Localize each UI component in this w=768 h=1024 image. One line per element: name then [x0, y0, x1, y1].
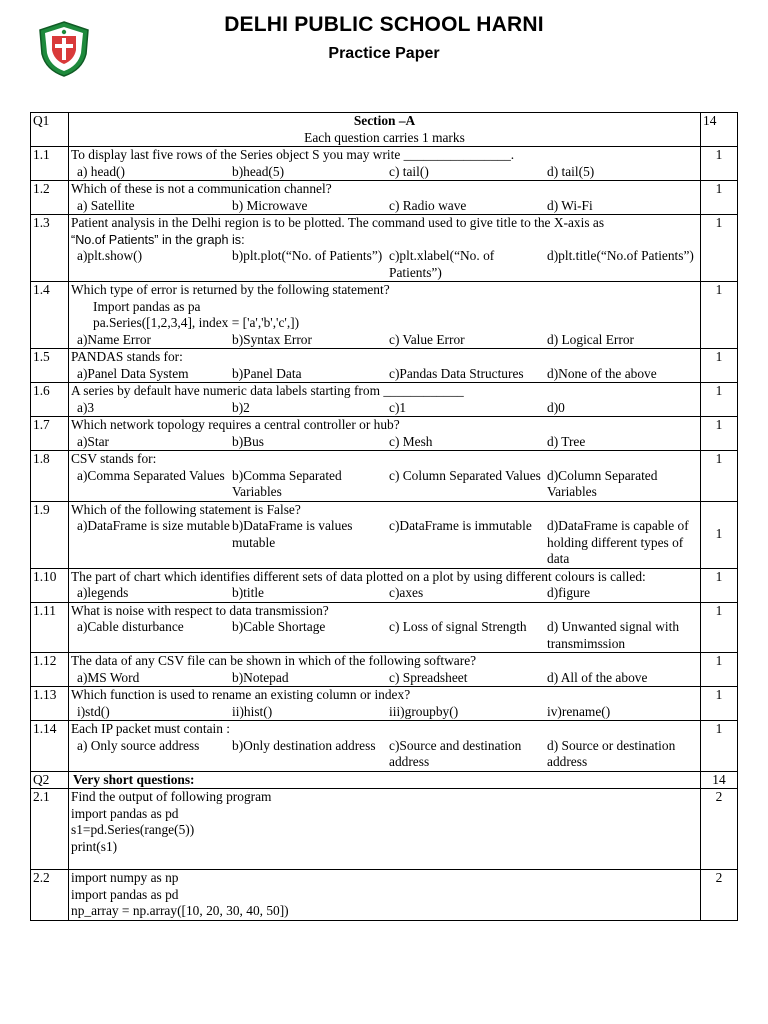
question-marks: 1 [701, 147, 738, 181]
question-number: 1.4 [31, 282, 69, 349]
options-row [71, 468, 698, 501]
question-cell [69, 653, 701, 687]
question-row [31, 383, 738, 417]
question-text-main: The part of chart which identifies different sets of data plotted on a plot by using different colours is called: [71, 568, 646, 584]
question-text-main: Which of these is not a communication channel? [71, 181, 332, 196]
question-text [71, 417, 698, 434]
question-row [31, 181, 738, 215]
option-d: d) Wi-Fi [547, 197, 593, 213]
option-b: b)head(5) [232, 163, 285, 179]
options-row [71, 400, 698, 417]
options-row [71, 670, 698, 687]
question-marks: 1 [701, 721, 738, 772]
options-row [71, 198, 698, 215]
question-row [31, 501, 738, 568]
section-number: Q2 [31, 771, 69, 789]
section-number: Q1 [31, 113, 69, 147]
question-number: 1.3 [31, 215, 69, 282]
option-b: b)Comma Separated Variables [232, 467, 342, 499]
question-text [71, 502, 698, 519]
option-c: c)1 [389, 399, 407, 415]
question-text-main: Which network topology requires a central controller or hub? [71, 417, 400, 432]
question-row [31, 653, 738, 687]
question-cell [69, 568, 701, 602]
section-marks: 14 [701, 771, 738, 789]
question-number: 1.13 [31, 687, 69, 721]
question-marks: 1 [701, 282, 738, 349]
question-cell [69, 181, 701, 215]
question-text-main: Which type of error is returned by the following statement? [71, 282, 390, 297]
question-marks: 1 [701, 417, 738, 451]
question-number: 1.10 [31, 568, 69, 602]
section-a-header-row [31, 113, 738, 147]
question-marks: 1 [701, 349, 738, 383]
question-row [31, 282, 738, 349]
option-d: d) Logical Error [547, 331, 634, 347]
option-a: a)3 [77, 399, 95, 415]
option-b: b)Only destination address [232, 737, 376, 753]
option-c: c)Source and destination address [389, 737, 522, 769]
question-number: 1.5 [31, 349, 69, 383]
option-c: c) Column Separated Values [389, 467, 541, 483]
question-number: 1.1 [31, 147, 69, 181]
question-marks: 1 [701, 653, 738, 687]
question-text [71, 349, 698, 366]
option-b: b)Bus [232, 433, 264, 449]
options-row [71, 332, 698, 349]
question-text [71, 215, 698, 232]
option-b: b)Cable Shortage [232, 619, 326, 634]
option-a: a)Cable disturbance [77, 619, 184, 634]
option-d: d) tail(5) [547, 163, 595, 179]
code-line: print(s1) [71, 838, 118, 854]
options-row [71, 366, 698, 383]
option-a: a)plt.show() [77, 248, 143, 263]
code-line: np_array = np.array([10, 20, 30, 40, 50]) [71, 903, 289, 918]
question-marks: 1 [701, 687, 738, 721]
answer-blank: ________________. [403, 147, 515, 162]
question-marks: 2 [701, 870, 738, 921]
question-cell [69, 383, 701, 417]
question-marks: 1 [701, 181, 738, 215]
question-cell [69, 215, 701, 282]
option-c: c)Pandas Data Structures [389, 365, 524, 381]
question-marks: 1 [701, 568, 738, 602]
question-cell [69, 282, 701, 349]
question-row [31, 789, 738, 870]
question-cell [69, 147, 701, 181]
question-number: 1.9 [31, 501, 69, 568]
option-d: iv)rename() [547, 703, 611, 719]
question-text [71, 653, 698, 670]
question-text-continued: “No.of Patients” in the graph is: [71, 232, 245, 247]
question-row [31, 568, 738, 602]
question-number: 1.12 [31, 653, 69, 687]
code-line: import numpy as np [71, 870, 179, 885]
question-cell [69, 417, 701, 451]
option-c: iii)groupby() [389, 703, 459, 719]
option-d: d)plt.title(“No.of Patients”) [547, 248, 694, 263]
code-line: s1=pd.Series(range(5)) [71, 822, 195, 837]
question-row [31, 417, 738, 451]
option-a: i)std() [77, 703, 110, 719]
section-b-header-row [31, 771, 738, 789]
option-c: c) Loss of signal Strength [389, 619, 527, 634]
question-number: 1.8 [31, 451, 69, 502]
option-b: b)Syntax Error [232, 331, 312, 347]
options-row [71, 585, 698, 602]
question-text [71, 569, 698, 586]
option-c: c) Value Error [389, 331, 465, 347]
section-title: Section –A [353, 113, 416, 128]
option-c: c)axes [389, 585, 424, 600]
option-d: d) Unwanted signal with transmimssion [547, 619, 680, 651]
question-row [31, 147, 738, 181]
question-text [71, 282, 698, 299]
question-text [71, 603, 698, 620]
code-line: Find the output of following program [71, 789, 272, 804]
question-text-main: What is noise with respect to data transmission? [71, 602, 329, 618]
question-text [71, 687, 698, 704]
option-d: d)figure [547, 585, 591, 600]
option-a: a)Name Error [77, 331, 151, 347]
question-text-main: To display last five rows of the Series object S you may write [71, 147, 401, 162]
question-cell [69, 721, 701, 772]
question-row [31, 870, 738, 921]
option-a: a)Star [77, 433, 109, 449]
options-row [71, 619, 698, 652]
options-row [71, 704, 698, 721]
question-marks: 1 [701, 451, 738, 502]
question-text-main: Which function is used to rename an existing column or index? [71, 687, 411, 702]
options-row [71, 164, 698, 181]
question-number: 1.7 [31, 417, 69, 451]
question-row [31, 215, 738, 282]
option-d: d) All of the above [547, 669, 648, 685]
option-b: b) Microwave [232, 197, 308, 213]
question-number: 1.11 [31, 602, 69, 653]
option-b: b)plt.plot(“No. of Patients”) [232, 248, 383, 263]
option-a: a)legends [77, 585, 129, 600]
question-marks: 1 [701, 501, 738, 568]
option-d: d)None of the above [547, 365, 657, 381]
code-line: Import pandas as pa [93, 298, 201, 314]
option-b: b)2 [232, 399, 250, 415]
option-d: d)0 [547, 399, 565, 415]
question-text [71, 383, 698, 400]
answer-blank: ____________ [383, 383, 464, 398]
question-cell [69, 870, 701, 921]
option-a: a) Only source address [77, 737, 200, 753]
question-text [71, 451, 698, 468]
code-line: import pandas as pd [71, 805, 179, 821]
option-a: a) head() [77, 163, 125, 179]
question-row [31, 687, 738, 721]
question-table [30, 112, 738, 921]
option-b: b)title [232, 585, 264, 600]
question-text [71, 147, 698, 164]
option-c: c) Radio wave [389, 197, 467, 213]
question-number: 2.1 [31, 789, 69, 870]
question-row [31, 721, 738, 772]
question-cell [69, 451, 701, 502]
options-row [71, 738, 698, 771]
question-cell [69, 501, 701, 568]
question-marks: 1 [701, 215, 738, 282]
option-c: c) Mesh [389, 433, 433, 449]
school-name: DELHI PUBLIC SCHOOL HARNI [224, 13, 544, 36]
question-text-main: CSV stands for: [71, 451, 157, 466]
section-b-title: Very short questions: [69, 771, 701, 789]
option-a: a)Panel Data System [77, 365, 189, 381]
option-b: ii)hist() [232, 703, 273, 719]
question-number: 1.6 [31, 383, 69, 417]
question-number: 2.2 [31, 870, 69, 921]
code-line: pa.Series([1,2,3,4], index = ['a','b','c',]) [93, 315, 300, 330]
question-text-main: Patient analysis in the Delhi region is to be plotted. The command used to give title to the X-axis as [71, 215, 605, 230]
option-c: c) Spreadsheet [389, 669, 468, 685]
option-d: d) Tree [547, 433, 586, 449]
question-number: 1.14 [31, 721, 69, 772]
option-a: a) Satellite [77, 197, 135, 213]
question-text-main: The data of any CSV file can be shown in which of the following software? [71, 653, 477, 668]
section-subtitle: Each question carries 1 marks [304, 129, 465, 145]
question-marks: 1 [701, 383, 738, 417]
question-row [31, 349, 738, 383]
question-text-main: A series by default have numeric data labels starting from [71, 383, 380, 398]
option-b: b)Notepad [232, 669, 289, 685]
option-c: c)plt.xlabel(“No. of Patients”) [389, 248, 495, 280]
question-cell [69, 349, 701, 383]
question-text [71, 721, 698, 738]
question-marks: 2 [701, 789, 738, 870]
question-number: 1.2 [31, 181, 69, 215]
question-marks: 1 [701, 602, 738, 653]
option-a: a)DataFrame is size mutable [77, 518, 230, 533]
section-marks: 14 [701, 113, 738, 147]
options-row [71, 248, 698, 281]
question-cell [69, 687, 701, 721]
code-line: import pandas as pd [71, 886, 179, 902]
option-d: d)Column Separated Variables [547, 467, 658, 499]
question-text-main: Which of the following statement is False? [71, 501, 301, 517]
options-row [71, 434, 698, 451]
option-b: b)Panel Data [232, 365, 302, 381]
option-c: c)DataFrame is immutable [389, 518, 532, 533]
question-cell [69, 789, 701, 870]
option-d: d) Source or destination address [547, 737, 676, 769]
question-cell [69, 602, 701, 653]
question-text-main: Each IP packet must contain : [71, 721, 231, 736]
option-b: b)DataFrame is values mutable [232, 518, 353, 550]
option-d: d)DataFrame is capable of holding different types of data [547, 518, 689, 566]
question-row [31, 451, 738, 502]
option-a: a)Comma Separated Values [77, 467, 225, 483]
question-text [71, 181, 698, 198]
question-row [31, 602, 738, 653]
option-a: a)MS Word [77, 669, 140, 685]
options-row [71, 518, 698, 568]
section-a-cell [69, 113, 701, 147]
question-text-main: PANDAS stands for: [71, 349, 183, 364]
option-c: c) tail() [389, 163, 429, 179]
paper-title: Practice Paper [328, 45, 440, 62]
